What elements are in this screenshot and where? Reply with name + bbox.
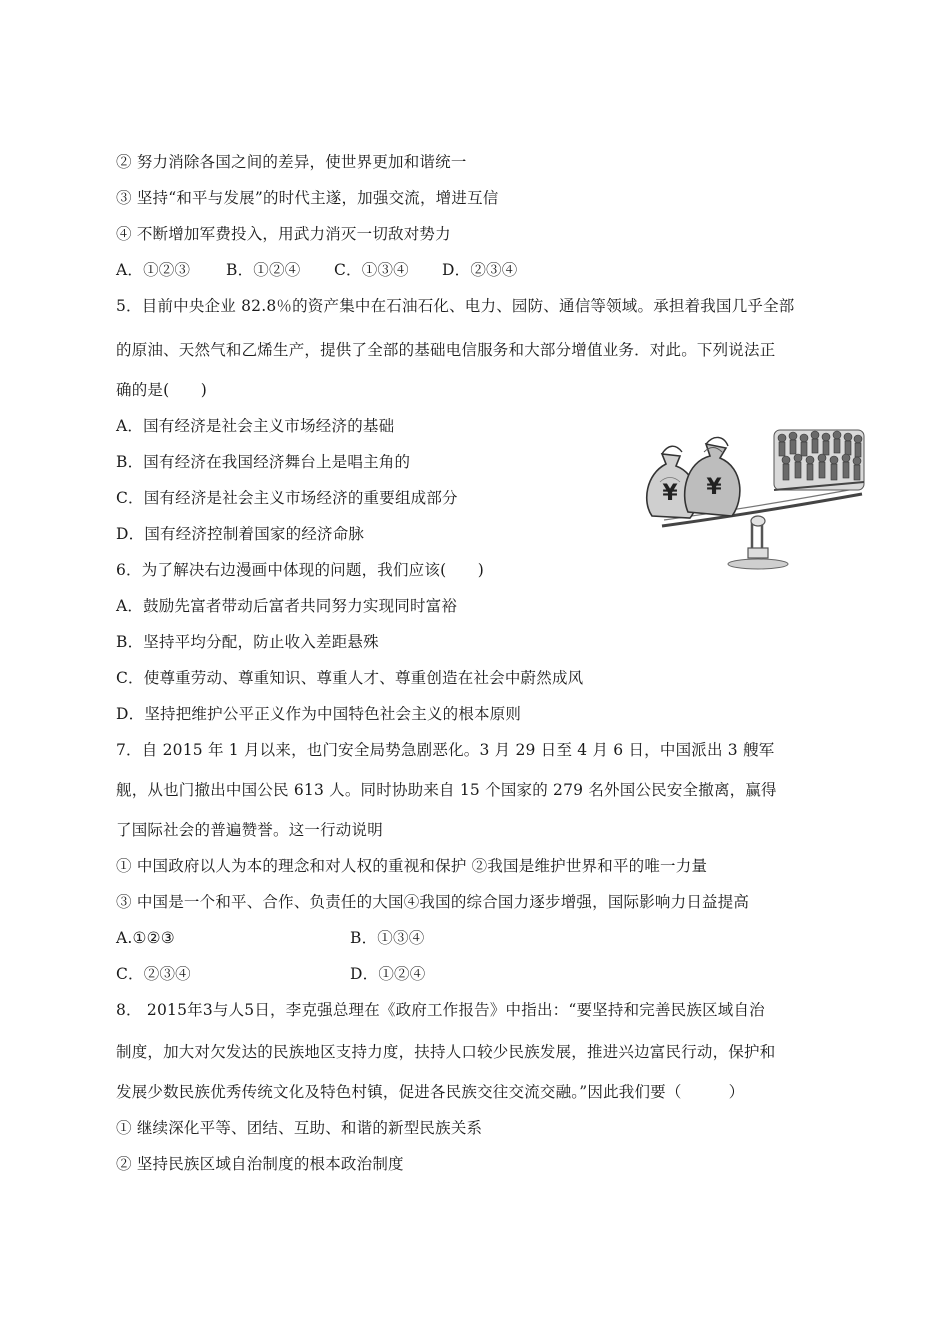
q4-option-4: ④ 不断增加军费投入，用武力消灭一切敌对势力	[116, 225, 451, 243]
q7-stem-line-1: 7．自 2015 年 1 月以来，也门安全局势急剧恶化。3 月 29 日至 4 月 6 日，中国派出 3 艘军	[116, 741, 775, 759]
q5-option-c: C．国有经济是社会主义市场经济的重要组成部分	[116, 489, 458, 507]
q7-choice-c: C．②③④	[116, 965, 191, 983]
q5-option-d: D．国有经济控制着国家的经济命脉	[116, 525, 365, 543]
q5-option-a: A．国有经济是社会主义市场经济的基础	[116, 417, 395, 435]
q7-choice-b: B．①③④	[350, 929, 425, 947]
balance-scale-cartoon	[640, 422, 868, 574]
q7-answer-choices-row-1	[116, 928, 424, 948]
q6-option-c: C．使尊重劳动、尊重知识、尊重人才、尊重创造在社会中蔚然成风	[116, 669, 584, 687]
crowd-of-people-icon	[774, 430, 864, 490]
q4-choice-b: B．①②④	[226, 261, 301, 279]
q6-stem: 6．为了解决右边漫画中体现的问题，我们应该( )	[116, 561, 484, 579]
q8-statement-2: ② 坚持民族区域自治制度的根本政治制度	[116, 1155, 404, 1173]
q8-statement-1: ① 继续深化平等、团结、互助、和谐的新型民族关系	[116, 1119, 483, 1137]
q8-stem-line-2: 制度，加大对欠发达的民族地区支持力度，扶持人口较少民族发展，推进兴边富民行动，保护和	[116, 1043, 776, 1061]
q4-choice-a: A．①②③	[116, 261, 191, 279]
q6-option-d: D．坚持把维护公平正义作为中国特色社会主义的根本原则	[116, 705, 522, 723]
q7-choice-a: A.①②③	[116, 929, 175, 947]
q7-choice-d: D．①②④	[350, 965, 426, 983]
q7-statements-3-4: ③ 中国是一个和平、合作、负责任的大国④我国的综合国力逐步增强，国际影响力日益提高	[116, 893, 750, 911]
q4-choice-c: C．①③④	[334, 261, 409, 279]
yen-symbol-right: ¥	[706, 475, 722, 500]
q7-statements-1-2: ① 中国政府以人为本的理念和对人权的重视和保护 ②我国是维护世界和平的唯一力量	[116, 857, 708, 875]
q7-answer-choices-row-2	[116, 964, 425, 984]
q5-stem-line-3: 确的是( )	[116, 381, 207, 399]
scale-base-icon	[728, 516, 788, 569]
q4-answer-choices	[116, 260, 517, 280]
q5-option-b: B．国有经济在我国经济舞台上是唱主角的	[116, 453, 411, 471]
q4-option-2: ② 努力消除各国之间的差异，使世界更加和谐统一	[116, 153, 467, 171]
q4-option-3: ③ 坚持“和平与发展”的时代主遂，加强交流，增进互信	[116, 189, 499, 207]
q6-option-b: B．坚持平均分配，防止收入差距悬殊	[116, 633, 379, 651]
q7-stem-line-2: 舰，从也门撤出中国公民 613 人。同时协助来自 15 个国家的 279 名外国公民安全撤离，赢得	[116, 781, 777, 799]
money-bags-icon	[647, 437, 740, 518]
q4-choice-d: D．②③④	[442, 261, 518, 279]
yen-symbol-left: ¥	[662, 481, 678, 506]
q7-stem-line-3: 了国际社会的普遍赞誉。这一行动说明	[116, 821, 383, 839]
q8-stem-line-1: 8． 2015年3与人5日，李克强总理在《政府工作报告》中指出：“要坚持和完善民族区域自治	[116, 1001, 765, 1019]
q5-stem-line-1: 5．目前中央企业 82.8％的资产集中在石油石化、电力、园防、通信等领域。承担着我国几乎全部	[116, 297, 795, 315]
q6-option-a: A．鼓励先富者带动后富者共同努力实现同时富裕	[116, 597, 458, 615]
q8-stem-line-3: 发展少数民族优秀传统文化及特色村镇，促进各民族交往交流交融。”因此我们要（ ）	[116, 1083, 745, 1101]
q5-stem-line-2: 的原油、天然气和乙烯生产，提供了全部的基础电信服务和大部分增值业务．对此。下列说法正	[116, 341, 776, 359]
